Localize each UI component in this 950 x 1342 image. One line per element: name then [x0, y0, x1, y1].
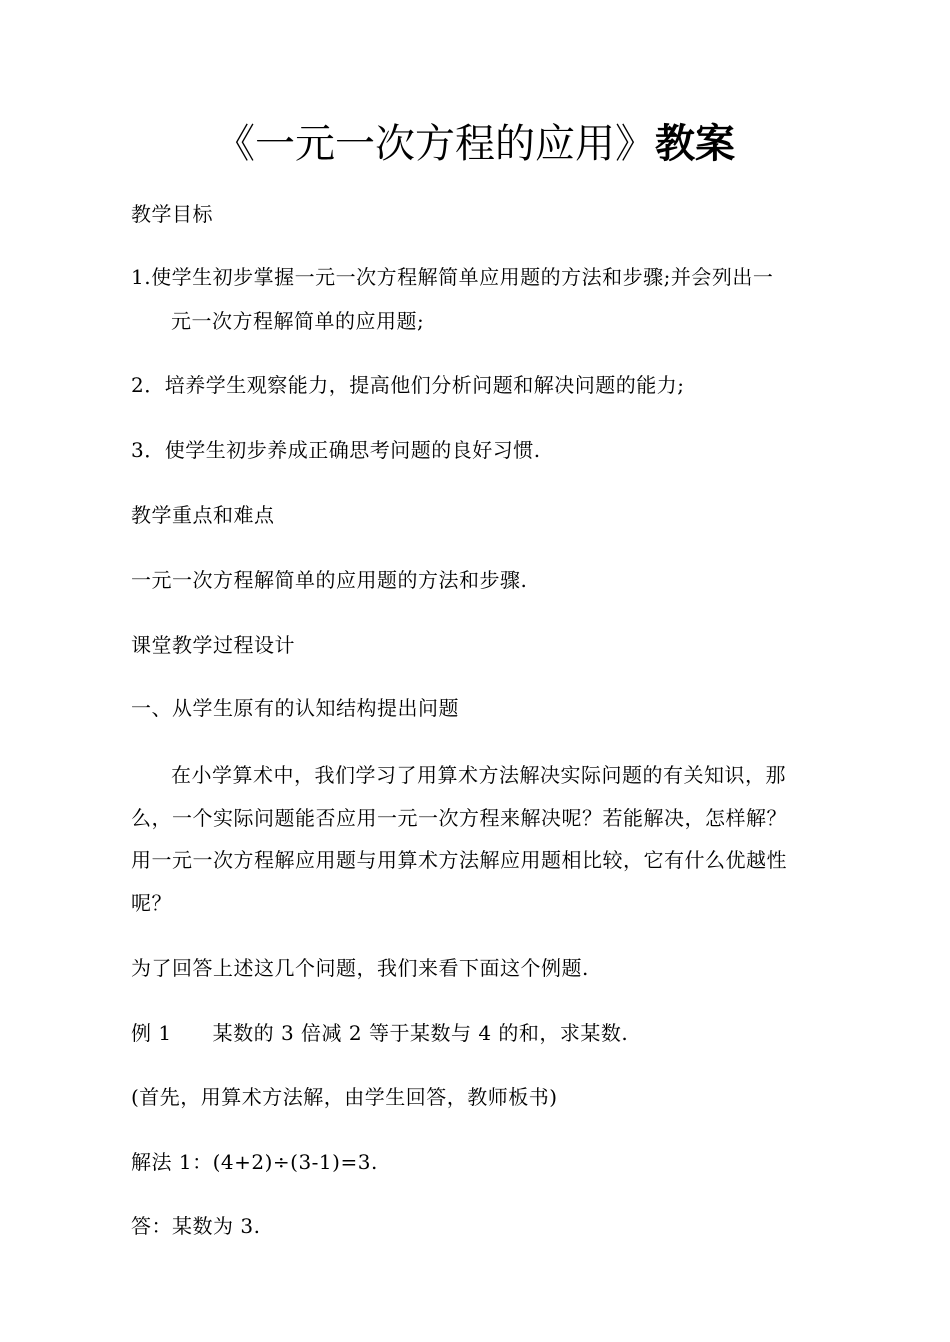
- objective-2: 2．培养学生观察能力，提高他们分析问题和解决问题的能力;: [131, 373, 685, 397]
- teacher-note: (首先，用算术方法解，由学生回答，教师板书): [131, 1085, 558, 1109]
- process-heading: 课堂教学过程设计: [131, 633, 295, 657]
- title-main: 《一元一次方程的应用》: [215, 121, 655, 167]
- intro-line-1: 在小学算术中，我们学习了用算术方法解决实际问题的有关知识，那: [171, 763, 786, 787]
- title-suffix: 教案: [655, 121, 735, 167]
- objectives-heading: 教学目标: [131, 202, 213, 226]
- solution-1: 解法 1：(4+2)÷(3-1)=3.: [131, 1150, 378, 1174]
- example-1: 例 1 某数的 3 倍减 2 等于某数与 4 的和，求某数.: [131, 1021, 629, 1045]
- key-points-text: 一元一次方程解简单的应用题的方法和步骤.: [131, 568, 528, 592]
- key-points-heading: 教学重点和难点: [131, 503, 275, 527]
- document-title: [0, 118, 950, 170]
- objective-3: 3．使学生初步养成正确思考问题的良好习惯.: [131, 438, 541, 462]
- objective-1-line2: 元一次方程解简单的应用题;: [171, 309, 425, 333]
- answer: 答：某数为 3.: [131, 1214, 261, 1238]
- intro-line-2: 么，一个实际问题能否应用一元一次方程来解决呢？若能解决，怎样解？: [131, 806, 787, 830]
- intro-line-3: 用一元一次方程解应用题与用算术方法解应用题相比较，它有什么优越性: [131, 848, 787, 872]
- intro-line-4: 呢？: [131, 891, 172, 915]
- part-1-heading: 一、从学生原有的认知结构提出问题: [131, 696, 459, 720]
- objective-1-line1: 1.使学生初步掌握一元一次方程解简单应用题的方法和步骤;并会列出一: [131, 265, 774, 289]
- lead-in: 为了回答上述这几个问题，我们来看下面这个例题.: [131, 956, 589, 980]
